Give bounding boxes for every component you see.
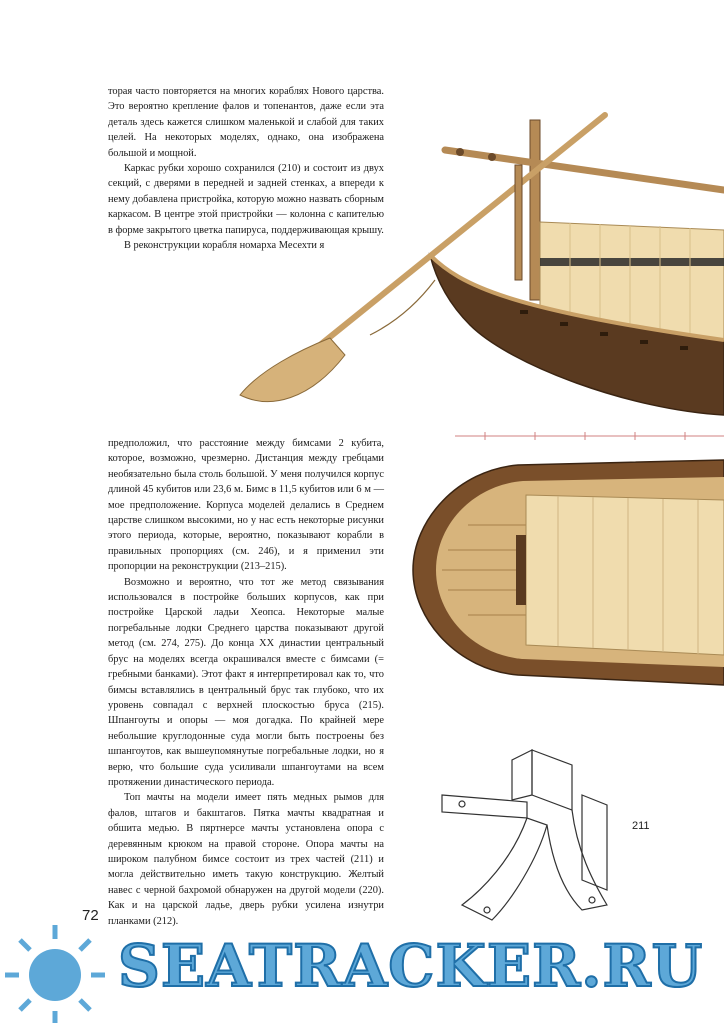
boat-side-view-illustration (230, 110, 724, 430)
page-number: 72 (82, 907, 99, 924)
figure-label: 211 (632, 820, 650, 832)
paragraph: В реконструкции корабля номарха Месехти я (124, 240, 325, 252)
mast-step-drawing (432, 740, 632, 940)
text-column-bottom (108, 436, 384, 929)
paragraph: Топ мачты на модели имеет пять медных рымов для фалов, штагов и бакштагов. Пятка мачты квадратная и обшита медью. В пяртнерсе мачты установлена опора с деревянным крюком на правой стороне. Опора мачты на широком палубном бимсе состоит из трех частей (211) и могла действительно иметь такую конструкцию. Желтый навес с черной бахромой обнаружен на другой модели (220). Как и на царской ладье, дверь рубки усилена изнутри планками (212). (108, 792, 384, 927)
paragraph: предположил, что расстояние между бимсами 2 кубита, которое, возможно, чрезмерно. Дистанция между гребцами необязательно была столь большой. У меня получился корпус длиной 45 кубитов или 23,6 м. Бимс в 11,5 кубитов или 6 м — мое предположение. Корпуса моделей делались в Среднем царстве слишком высокими, но у нас есть некоторые рисунки этого периода, которые, вероятно, показывают корабли в правильных пропорциях (см. 246), и я применил эти пропорции на реконструкции (213–215). (108, 438, 384, 573)
scale-ruler (455, 428, 724, 444)
paragraph: Каркас рубки хорошо сохранился (210) и состоит из двух секций, с дверями в передней и задней стенках, а впереди к нему добавлена пристройка, которую можно назвать сборным каркасом. В центре этой пристройки — колонна с капителью в форме закрытого цветка папируса, поддерживающая крышу. (108, 163, 384, 236)
paragraph: торая часто повторяется на многих кораблях Нового царства. Это вероятно крепление фалов и топенантов, даже если эта деталь здесь кажется слишком маленькой и слабой для таких целей. На некоторых моделях, однако, она изображена большой и мощной. (108, 86, 384, 159)
paragraph: Возможно и вероятно, что тот же метод связывания использовался в постройке больших корпусов, как при постройке Царской ладьи Хеопса. Некоторые малые погребальные лодки Среднего царства показывают другой метод (см. 274, 275). До конца XX династии центральный брус на моделях всегда окрашивался вместе с бимсами (= гребными банками). Этот факт я интерпретировал как то, что бимсы вставлялись в центральный брус так глубоко, что их уровень совпадал с верхней плоскостью бруса (215). Шпангоуты и опоры — моя догадка. По крайней мере небольшие круглодонные суда могли быть построены без шпангоутов, как вышеупомянутые погребальные лодки, но я верю, что большие суда усиливали шпангоутами на всем протяжении династического периода. (108, 576, 384, 788)
boat-top-view-illustration (408, 445, 724, 695)
watermark-text: SEATRACKER.RU (118, 932, 704, 1000)
